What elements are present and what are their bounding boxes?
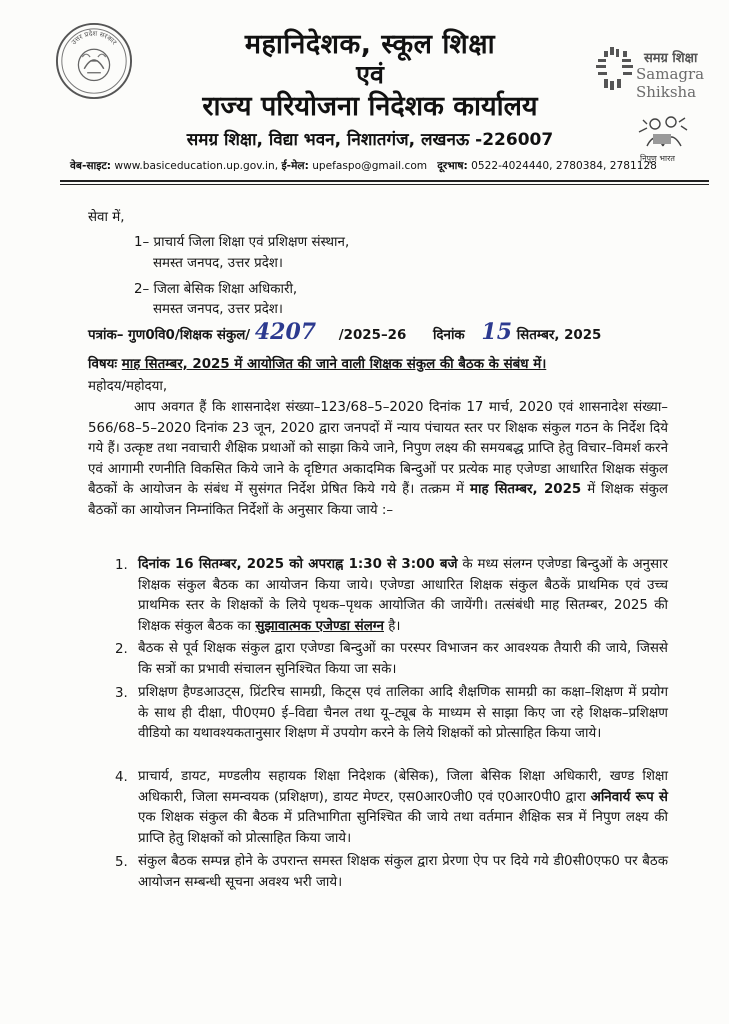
nipun-bharat-logo-icon	[633, 110, 695, 150]
point-1-agenda-attached: सुझावात्मक एजेण्डा संलग्न	[255, 618, 384, 634]
date-day-handwritten: 15	[481, 319, 513, 345]
point-3-number: 3.	[115, 686, 128, 701]
point-4-text: प्राचार्य, डायट, मण्डलीय सहायक शिक्षा निदेशक (बेसिक), जिला बेसिक शिक्षा अधिकारी, खण्ड शिक्षा अधिकारी, जिला समन्वयक (प्रशिक्षण), डायट मेण्टर, एस0आर0जी0 एवं ए0आर0पी0 द्वारा	[138, 769, 668, 805]
point-5	[138, 852, 668, 893]
salutation: सेवा में,	[88, 210, 125, 225]
point-4-bold: अनिवार्य रूप से	[590, 789, 668, 805]
office-title-line3: राज्य परियोजना निदेशक कार्यालय	[202, 91, 538, 122]
point-5-number: 5.	[115, 855, 128, 870]
email-label: ई-मेल:	[281, 160, 309, 172]
intro-paragraph	[88, 398, 668, 522]
intro-text: आप अवगत हैं कि शासनादेश संख्या–123/68–5–2020 दिनांक 17 मार्च, 2020 एवं शासनादेश संख्या– 566/68–5–2020 दिनांक 23 जून, 2020 द्वारा जनपदों में न्याय पंचायत स्तर पर शिक्षक संकुल गठन के निर्देश दिये गये हैं। उत्कृष्ट तथा नवाचारी शैक्षिक प्रथाओं को साझा किये जाने, निपुण लक्ष्य की समयबद्ध प्राप्ति हेतु विचार–विमर्श करने एवं आगामी रणनीति विकसित किये जाने के दृष्टिगत अकादमिक बिन्दुओं पर प्रत्येक माह एजेण्डा आधारित शिक्षक संकुल बैठकों के आयोजन के संबंध में सुसंगत निर्देश प्रेषित किये गये हैं। तत्क्रम में	[88, 400, 668, 498]
date-label: दिनांक	[432, 328, 465, 343]
point-4-number: 4.	[115, 770, 128, 785]
point-2	[138, 639, 668, 680]
point-4-tail: एक शिक्षक संकुल की बैठक में प्रतिभागिता सुनिश्चित की जाये तथा वर्तमान शैक्षिक सत्र में निपुण लक्ष्य की प्राप्ति हेतु शिक्षकों को प्रोत्साहित किया जाये।	[138, 810, 668, 846]
greeting: महोदय/महोदया,	[88, 379, 168, 394]
point-1-tail: है।	[383, 618, 401, 634]
up-government-seal-icon	[55, 22, 133, 100]
office-title-line1: महानिदेशक, स्कूल शिक्षा	[244, 29, 496, 60]
point-1	[138, 555, 668, 637]
point-4	[138, 767, 668, 849]
point-1-text: के मध्य संलग्न एजेण्डा बिन्दुओं के अनुसार शिक्षक संकुल बैठक का आयोजन किया जाये। एजेण्डा आधारित शिक्षक संकुल बैठकें प्राथमिक एवं उच्च प्राथमिक स्तर के शिक्षकों के लिये पृथक–पृथक आयोजित की जायेंगी। तत्संबंधी माह सितम्बर, 2025 की शिक्षक संकुल बैठक का	[138, 557, 668, 634]
point-2-number: 2.	[115, 642, 128, 657]
point-1-bold: दिनांक 16 सितम्बर, 2025 को अपराह्न 1:30 से 3:00 बजे	[138, 557, 458, 572]
samagra-shiksha-hindi: समग्र शिक्षा	[644, 51, 698, 66]
samagra-shiksha-logo-icon	[590, 45, 638, 93]
reference-prefix: पत्रांक– गुण0वि0/शिक्षक संकुल/	[88, 328, 251, 343]
phone-numbers: 0522-4024440, 2780384, 2781128	[471, 160, 657, 172]
reference-line	[88, 319, 602, 346]
header-rule-thin	[60, 184, 709, 185]
intro-tail: में शिक्षक संकुल बैठकों का आयोजन निम्नांकित निर्देशों के अनुसार किया जाये :–	[88, 482, 668, 518]
reference-year: /2025–26	[338, 328, 407, 343]
contact-line	[70, 159, 710, 173]
website-label: वेब-साइट:	[70, 160, 112, 172]
point-3-text: प्रशिक्षण हैण्डआउट्स, प्रिंटरिच सामग्री, किट्स एवं तालिका आदि शैक्षणिक सामग्री का कक्षा–शिक्षण में प्रयोग के साथ ही दीक्षा, पी0एम0 ई–विद्या चैनल तथा यू–ट्यूब के माध्यम से साझा किए जा रहे शिक्षक–प्रशिक्षण वीडियो का यथावश्यकतानुसार शिक्षण में उपयोग करने के लिये शिक्षकों को प्रोत्साहित किया जाये।	[138, 685, 668, 742]
recipient-1-line2: समस्त जनपद, उत्तर प्रदेश।	[153, 256, 283, 271]
website-link[interactable]: www.basiceducation.up.gov.in,	[114, 160, 279, 172]
date-month-year: सितम्बर, 2025	[516, 328, 602, 343]
subject-line	[88, 355, 546, 375]
samagra-shiksha-english: Samagra Shiksha	[636, 65, 705, 101]
recipient-2-line2: समस्त जनपद, उत्तर प्रदेश।	[153, 302, 283, 317]
seal-text: उत्तर प्रदेश सरकार	[69, 29, 119, 47]
svg-text:उत्तर प्रदेश सरकार	[70, 29, 119, 47]
office-title-line2: एवं	[356, 60, 384, 89]
phone-label: दूरभाष:	[437, 160, 468, 172]
subject-text: माह सितम्बर, 2025 में आयोजित की जाने वाली शिक्षक संकुल की बैठक के संबंध में।	[121, 357, 547, 372]
subject-label: विषयः	[88, 357, 118, 372]
recipient-2-line1: 2– जिला बेसिक शिक्षा अधिकारी,	[134, 282, 298, 297]
point-3	[138, 683, 668, 745]
point-5-text: संकुल बैठक सम्पन्न होने के उपरान्त समस्त शिक्षक संकुल द्वारा प्रेरणा ऐप पर दिये गये डी0सी0एफ0 पर बैठक आयोजन सम्बन्धी सूचना अवश्य भरी जाये।	[138, 854, 668, 890]
office-address: समग्र शिक्षा, विद्या भवन, निशातगंज, लखनऊ -226007	[186, 130, 554, 150]
nipun-bharat-text: निपुण भारत	[640, 154, 675, 163]
header-rule	[60, 180, 709, 182]
email-link[interactable]: upefaspo@gmail.com	[312, 160, 428, 172]
recipient-1-line1: 1– प्राचार्य जिला शिक्षा एवं प्रशिक्षण संस्थान,	[134, 235, 350, 250]
intro-bold: माह सितम्बर, 2025	[469, 482, 582, 498]
point-1-number: 1.	[115, 558, 128, 573]
reference-number-handwritten: 4207	[254, 319, 317, 345]
point-2-text: बैठक से पूर्व शिक्षक संकुल द्वारा एजेण्डा बिन्दुओं का परस्पर विभाजन कर आवश्यक तैयारी की जाये, जिससे कि सत्रों का प्रभावी संचालन सुनिश्चित किया जा सके।	[138, 641, 668, 677]
